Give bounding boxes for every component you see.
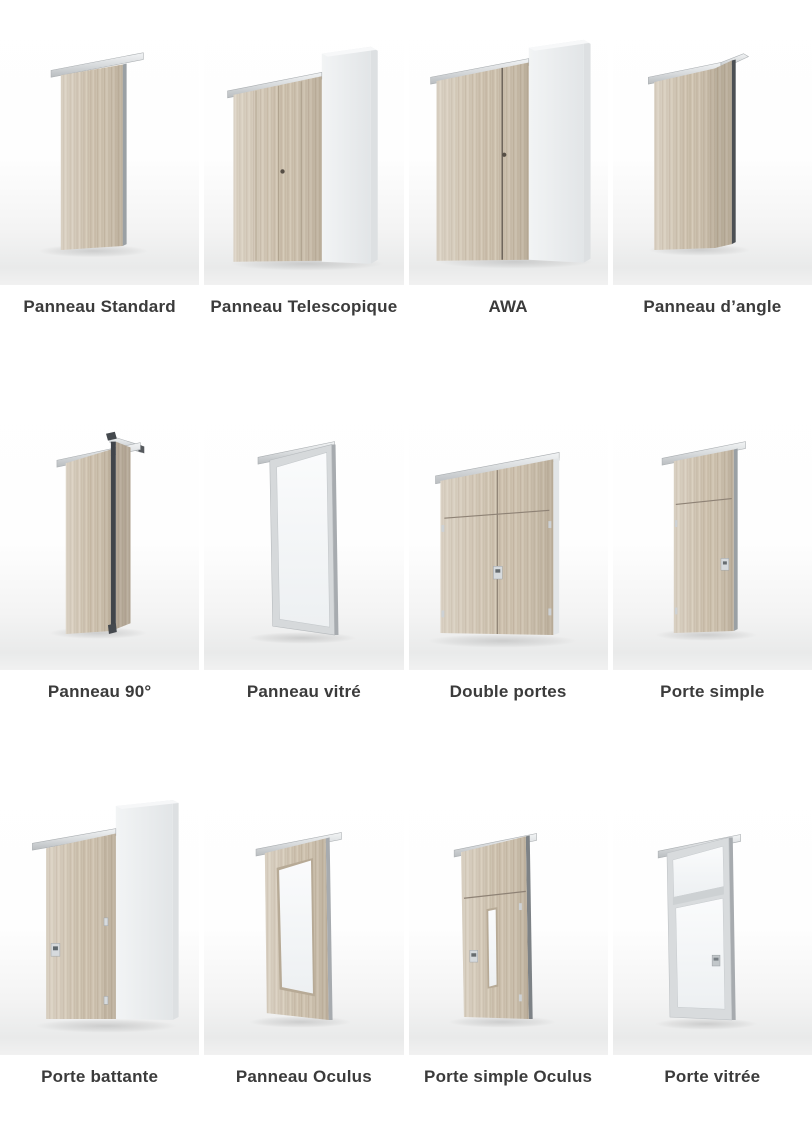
- door-render-porte-vitree: [613, 770, 812, 1055]
- door-render-porte-battante: [0, 770, 199, 1055]
- product-image-panneau-vitre: [204, 385, 403, 670]
- door-render-panneau-oculus: [204, 770, 403, 1055]
- door-render-panneau-telescopique: [204, 0, 403, 285]
- product-card-double-portes[interactable]: [409, 385, 608, 704]
- product-card-awa[interactable]: [409, 0, 608, 319]
- product-card-porte-vitree[interactable]: [613, 770, 812, 1089]
- product-label[interactable]: AWA: [488, 297, 528, 316]
- product-card-porte-battante[interactable]: [0, 770, 199, 1089]
- product-card-panneau-telescopique[interactable]: [204, 0, 403, 319]
- door-render-porte-simple: [613, 385, 812, 670]
- product-image-panneau-angle: [613, 0, 812, 285]
- product-label[interactable]: Porte simple Oculus: [424, 1067, 593, 1086]
- product-label[interactable]: Panneau d’angle: [643, 297, 782, 316]
- product-image-double-portes: [409, 385, 608, 670]
- door-render-panneau-90: [0, 385, 199, 670]
- product-image-porte-simple: [613, 385, 812, 670]
- product-image-porte-battante: [0, 770, 199, 1055]
- product-card-panneau-vitre[interactable]: [204, 385, 403, 704]
- door-render-porte-simple-oculus: [409, 770, 608, 1055]
- product-label[interactable]: Panneau Standard: [23, 297, 176, 316]
- product-label[interactable]: Porte vitrée: [664, 1067, 761, 1086]
- product-image-porte-simple-oculus: [409, 770, 608, 1055]
- door-render-double-portes: [409, 385, 608, 670]
- product-label[interactable]: Panneau Telescopique: [210, 297, 398, 316]
- product-label[interactable]: Panneau Oculus: [235, 1067, 372, 1086]
- product-card-panneau-angle[interactable]: [613, 0, 812, 319]
- product-card-panneau-standard[interactable]: [0, 0, 199, 319]
- door-render-panneau-angle: [613, 0, 812, 285]
- product-image-panneau-oculus: [204, 770, 403, 1055]
- product-image-panneau-standard: [0, 0, 199, 285]
- door-render-panneau-vitre: [204, 385, 403, 670]
- product-card-panneau-oculus[interactable]: [204, 770, 403, 1089]
- product-card-porte-simple[interactable]: [613, 385, 812, 704]
- door-render-panneau-standard: [0, 0, 199, 285]
- product-image-panneau-90: [0, 385, 199, 670]
- product-label[interactable]: Porte battante: [41, 1067, 159, 1086]
- product-label[interactable]: Double portes: [449, 682, 567, 701]
- door-render-awa: [409, 0, 608, 285]
- product-image-porte-vitree: [613, 770, 812, 1055]
- product-label[interactable]: Panneau 90°: [47, 682, 152, 701]
- product-image-awa: [409, 0, 608, 285]
- product-label[interactable]: Porte simple: [660, 682, 765, 701]
- product-card-porte-simple-oculus[interactable]: [409, 770, 608, 1089]
- product-card-panneau-90[interactable]: [0, 385, 199, 704]
- product-image-panneau-telescopique: [204, 0, 403, 285]
- product-label[interactable]: Panneau vitré: [246, 682, 361, 701]
